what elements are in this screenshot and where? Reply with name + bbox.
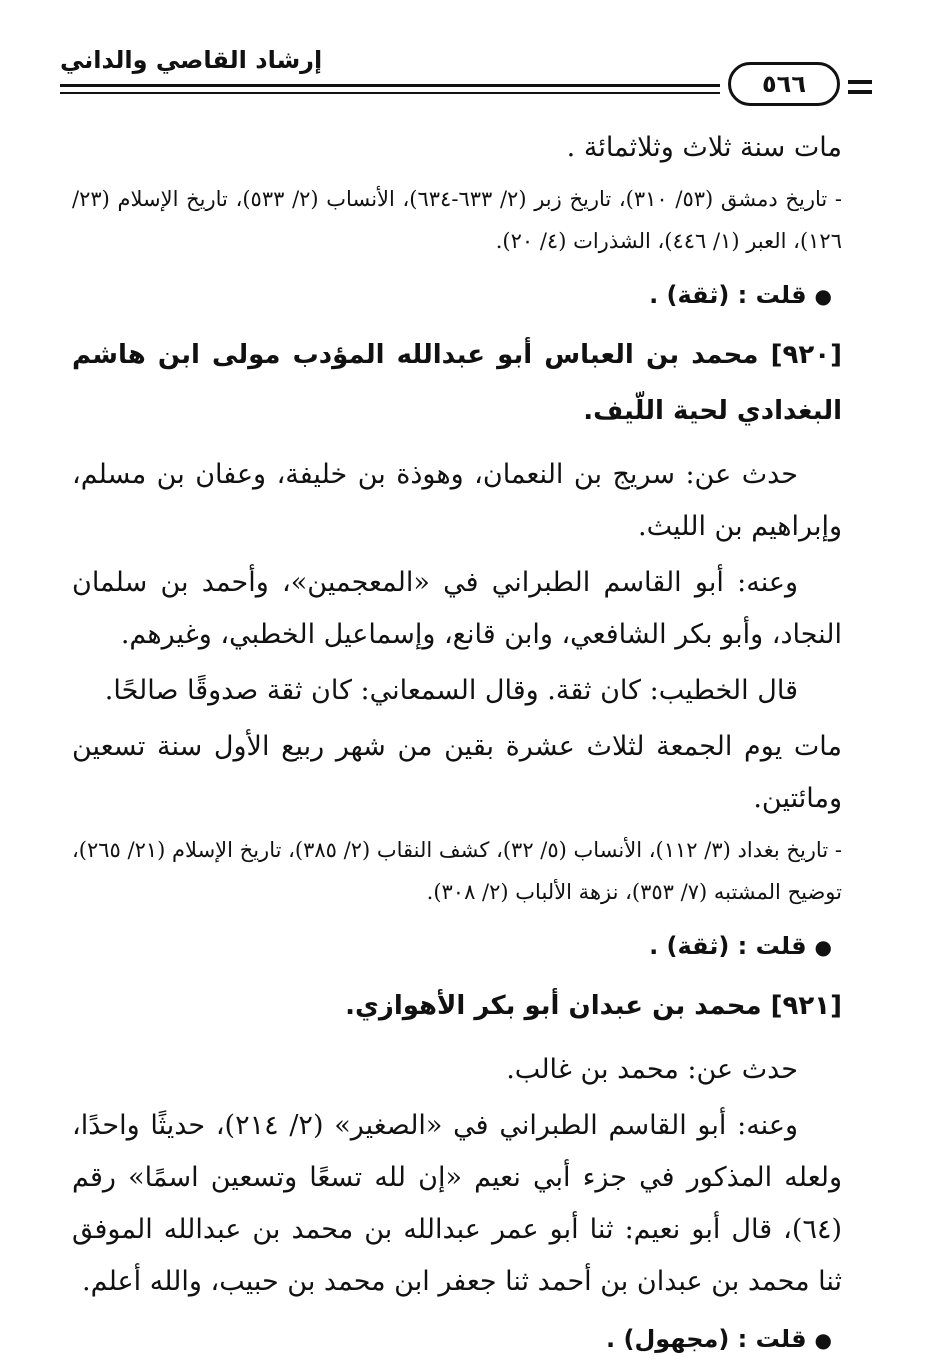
header-rule bbox=[60, 84, 720, 87]
bullet-icon: ● bbox=[814, 284, 832, 308]
header-dash bbox=[848, 80, 872, 84]
narrated-from: حدث عن: سريج بن النعمان، وهوذة بن خليفة، وعفان بن مسلم، وإبراهيم بن الليث. bbox=[72, 459, 842, 542]
narrated-from: حدث عن: محمد بن غالب. bbox=[506, 1054, 798, 1085]
verdict-text: قلت : (مجهول) . bbox=[606, 1325, 807, 1353]
page-header bbox=[60, 40, 850, 110]
death-note: مات سنة ثلاث وثلاثمائة . bbox=[566, 132, 842, 163]
entry-heading: [٩٢١] محمد بن عبدان أبو بكر الأهوازي. bbox=[345, 991, 842, 1021]
entry-heading: [٩٢٠] محمد بن العباس أبو عبدالله المؤدب مولى ابن هاشم البغدادي لحية اللّيف. bbox=[72, 340, 842, 426]
verdict-text: قلت : (ثقة) . bbox=[649, 281, 807, 309]
narrated-by: وعنه: أبو القاسم الطبراني في «المعجمين»، وأحمد بن سلمان النجاد، وأبو بكر الشافعي، وابن قانع، وإسماعيل الخطبي، وغيرهم. bbox=[72, 567, 842, 650]
bullet-icon: ● bbox=[814, 935, 832, 959]
death-note: مات يوم الجمعة لثلاث عشرة بقين من شهر ربيع الأول سنة تسعين ومائتين. bbox=[72, 731, 842, 814]
page-number: ٥٦٦ bbox=[728, 62, 840, 106]
source-references: - تاريخ دمشق (٥٣/ ٣١٠)، تاريخ زبر (٢/ ٦٣٣-٦٣٤)، الأنساب (٢/ ٥٣٣)، تاريخ الإسلام (٢٣/ ١٢٦)، العبر (١/ ٤٤٦)، الشذرات (٤/ ٢٠). bbox=[72, 187, 842, 253]
source-references: - تاريخ بغداد (٣/ ١١٢)، الأنساب (٥/ ٣٢)، كشف النقاب (٢/ ٣٨٥)، تاريخ الإسلام (٢١/ ٢٦٥)، توضيح المشتبه (٧/ ٣٥٣)، نزهة الألباب (٢/ ٣٠٨). bbox=[72, 838, 842, 904]
verdict-text: قلت : (ثقة) . bbox=[649, 932, 807, 960]
verdict-line bbox=[72, 919, 842, 974]
verdict-line bbox=[72, 268, 842, 323]
header-dash bbox=[848, 90, 872, 94]
verdict-line bbox=[72, 1312, 842, 1367]
narrated-by: وعنه: أبو القاسم الطبراني في «الصغير» (٢/ ٢١٤)، حديثًا واحدًا، ولعله المذكور في جزء أبي نعيم «إن لله تسعًا وتسعين اسمًا» رقم (٦٤)، قال أبو نعيم: ثنا أبو عمر عبدالله بن محمد بن عبدالله الموفق ثنا محمد بن عبدان بن أحمد ثنا جعفر ابن محمد بن حبيب، والله أعلم. bbox=[72, 1110, 842, 1297]
header-rule-thin bbox=[60, 92, 720, 94]
bullet-icon: ● bbox=[814, 1328, 832, 1352]
book-title: إرشاد القاصي والداني bbox=[60, 46, 323, 74]
critic-opinion: قال الخطيب: كان ثقة. وقال السمعاني: كان ثقة صدوقًا صالحًا. bbox=[104, 675, 798, 706]
page-body bbox=[72, 122, 842, 1371]
